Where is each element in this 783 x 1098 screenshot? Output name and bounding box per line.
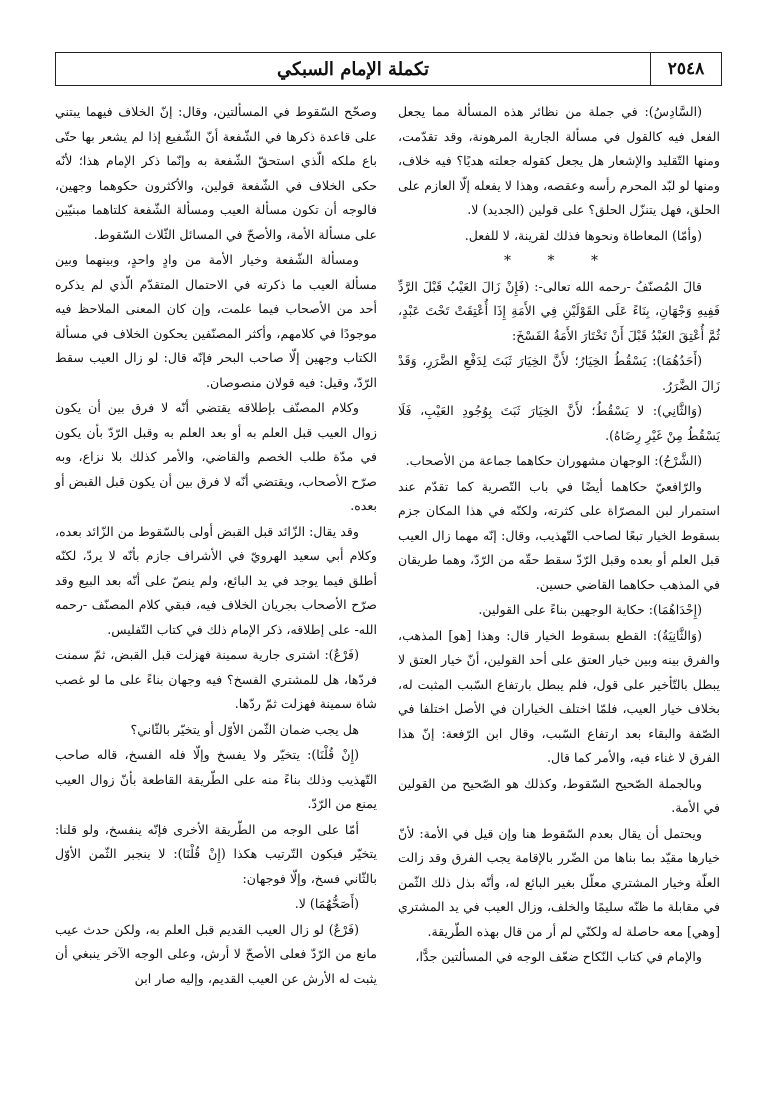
paragraph: وقد يقال: الزّائد قبل القبض أولى بالسّقوط من الزّائد بعده، وكلام أبي سعيد الهرويّ في الأشراف جازم بأنّه لا يردّ، لكنّه أطلق فيما يوجد في يد البائع، ولم ينصّ على أنّه بعد البيع وقد صرّح الأصحاب بجريان الخلاف فيه، فبقي كلام المصنّف -رحمه الله- على إطلاقه، ذكر الإمام ذلك في كتاب التّفليس. <box>55 523 377 637</box>
paragraph: (فَرْعٌ): اشترى جارية سمينة فهزلت قبل القبض، ثمّ سمنت فردّها، هل للمشتري الفسخ؟ فيه وجهان بناءً على ما لو غصب شاة سمينة فهزلت ثمّ ردّها. <box>55 647 377 711</box>
paragraph: (وَالثَّانِي): لا يَسْقُطُ؛ لأَنَّ الخِيَارَ ثَبَتَ بِوُجُودِ العَيْبِ، فَلَا يَسْقُطُ مِنْ غَيْرِ رِضَاهُ). <box>398 403 720 443</box>
left-column <box>55 100 377 992</box>
paragraph: والإمام في كتاب النّكاح ضعّف الوجه في المسألتين جدًّا، <box>415 949 702 964</box>
paragraph: (أَحَدُهُمَا): يَسْقُطُ الخِيَارُ؛ لأَنَّ الخِيَارَ ثَبَتَ لِدَفْعِ الضَّرَرِ، وَقَدْ زَالَ الضَّرَرُ. <box>398 353 720 393</box>
paragraph: ويحتمل أن يقال بعدم السّقوط هنا وإن قيل في الأمة: لأنّ خيارها مقيّد بما بناها من الضّرر بالإقامة يجب الفرق وقد زالت العلّة وخيار المشتري معلّل بغير البائع له، وأنّه بذل ذلك الثّمن في مقابلة ما ظنّه سليمًا والخلف، وزال العيب في يد المشتري [وهي] معه حاصلة له ولكنّي لم أر من قال بهذه الطّريقة. <box>398 825 720 939</box>
paragraph: ومسألة الشّفعة وخيار الأمة من وادٍ واحدٍ، وبينهما وبين مسألة العيب ما ذكرته في الاحتمال المتقدّم الّذي لم يذكره أحد من الأصحاب فيما علمت، وإن كان المعنى الملاحظ فيه موجودًا في كلامهم، وأكثر المصنّفين يحكون الخلاف في مسألة الكتاب وجهين إلّا صاحب البحر فإنّه قال: لو زال العيب سقط الرّدّ، وقيل: فيه قولان منصوصان. <box>55 252 377 390</box>
paragraph: (وَالثَّانِيَةُ): القطع بسقوط الخيار قال: وهذا [هو] المذهب، والفرق بينه وبين خيار العتق على أحد القولين، أنّ خيار العتق لا يبطل بالتّأخير على قول، فلم يبطل بارتفاع السّبب المثبت له، بخلاف خيار العيب، فلمّا اختلف الخياران في الأصل اختلفا في الصّفة والبقاء بعد ارتفاع السّبب، وقال ابن الرّفعة: إنّ هذا الفرق لا غناء فيه، والأمر كما قال. <box>398 627 720 765</box>
paragraph: (إِنْ قُلْنَا): يتخيّر ولا يفسخ وإلّا فله الفسخ، قاله صاحب التّهذيب وذلك بناءً منه على الطّريقة القاطعة بأنّ زوال العيب يمنع من الرّدّ. <box>55 747 377 811</box>
paragraph: (فَرْعٌ) لو زال العيب القديم قبل العلم به، ولكن حدث عيب مانع من الرّدّ فعلى الأصحّ لا أرش، وعلى الوجه الآخر ينبغي أن يثبت له الأرش عن العيب القديم، وإليه صار ابن <box>55 921 377 986</box>
paragraph: أمّا على الوجه من الطّريقة الأخرى فإنّه ينفسخ، ولو قلنا: يتخيّر فيكون التّرتيب هكذا (إِنْ قُلْنَا): لا ينجبر الثّمن الأوّل بالثّاني فسخ، وإلّا فوجهان: <box>55 821 377 886</box>
paragraph: وصحّح السّقوط في المسألتين، وقال: إنّ الخلاف فيهما يبتني على قاعدة ذكرها في الشّفعة أنّ الشّفيع إذا لم يشعر بها حتّى باع ملكه الّذي استحقّ الشّفعة به وإنّما ذكر الإمام هذا؛ لأنّه حكى الخلاف في الشّفعة قولين، والأكثرون حكوهما وجهين، فالوجه أن تكون مسألة العيب ومسألة الشّفعة كلتاهما مبنيّين على مسألة الأمة، والأصحّ في المسائل الثّلاث السّقوط. <box>55 104 377 242</box>
paragraph: وبالجملة الصّحيح السّقوط، وكذلك هو الصّحيح من القولين في الأمة. <box>398 775 720 815</box>
book-title: تكملة الإمام السبكي <box>277 58 429 80</box>
section-separator: * * * <box>504 253 614 269</box>
paragraph: (الشَّرْحُ): الوجهان مشهوران حكاهما جماعة من الأصحاب. <box>405 453 702 468</box>
paragraph: وكلام المصنّف بإطلاقه يقتضي أنّه لا فرق بين أن يكون زوال العيب قبل العلم به أو بعد العلم به وقبل الرّدّ بأن يكون في مدّة طلب الخصم والقاضي، والأمر كذلك بلا نزاع، وبه صرّح الأصحاب، ويقتضي أنّه لا فرق بين أن يكون قبل القبض أو بعده. <box>55 400 377 513</box>
page-number: ٢٥٤٨ <box>650 53 721 85</box>
paragraph: (وأمّا) المعاطاة ونحوها فذلك لقرينة، لا للفعل. <box>464 227 702 243</box>
paragraph: والرّافعيّ حكاهما أيضًا في باب التّصرية كما تقدّم عند استمرار لبن المصرّاة على كثرته، ولكنّه في هذا المكان جزم بسقوط الخيار تبعًا لصاحب التّهذيب، وقال: إنّه مهما زال العيب قبل العلم أو بعده وقبل الرّدّ سقط حقّه من الرّدّ، وهما طريقان في المذهب حكاهما القاضي حسين. <box>398 478 720 592</box>
paragraph: (إِحْدَاهُمَا): حكاية الوجهين بناءً على القولين. <box>478 602 702 617</box>
paragraph: (السَّادِسُ): في جملة من نظائر هذه المسألة مما يجعل الفعل فيه كالقول في مسألة الجارية المرهونة، وقد تقدّمت، ومنها التّقليد والإشعار هل يجعل كقوله جعلته هديًا؟ فيه خلاف، ومنها لو لبّد المحرم رأسه وعقصه، وهذا لا يفعله إلّا العازم على الحلق، فهل يتنزّل الحلق؟ على قولين (الجديد) لا. <box>398 104 720 217</box>
paragraph: (أَصَحُّهُمَا) لا. <box>294 896 359 911</box>
right-column <box>398 100 720 971</box>
paragraph: هل يجب ضمان الثّمن الأوّل أو يتخيّر بالثّاني؟ <box>130 721 359 737</box>
paragraph: قالَ المُصنّفُ -رحمه الله تعالى-: (فَإِنْ زَالَ العَيْبُ قَبْلَ الرَّدِّ فَفِيهِ وَجْهَانِ، بِنَاءً عَلَى القَوْلَيْنِ فِي الأَمَةِ إِذَا أُعْتِقَتْ تَحْتَ عَبْدٍ، ثُمَّ أُعْتِقَ العَبْدُ قَبْلَ أَنْ تَخْتَارَ الأَمَةُ الفَسْخَ: <box>398 278 720 343</box>
page-header <box>55 52 722 86</box>
